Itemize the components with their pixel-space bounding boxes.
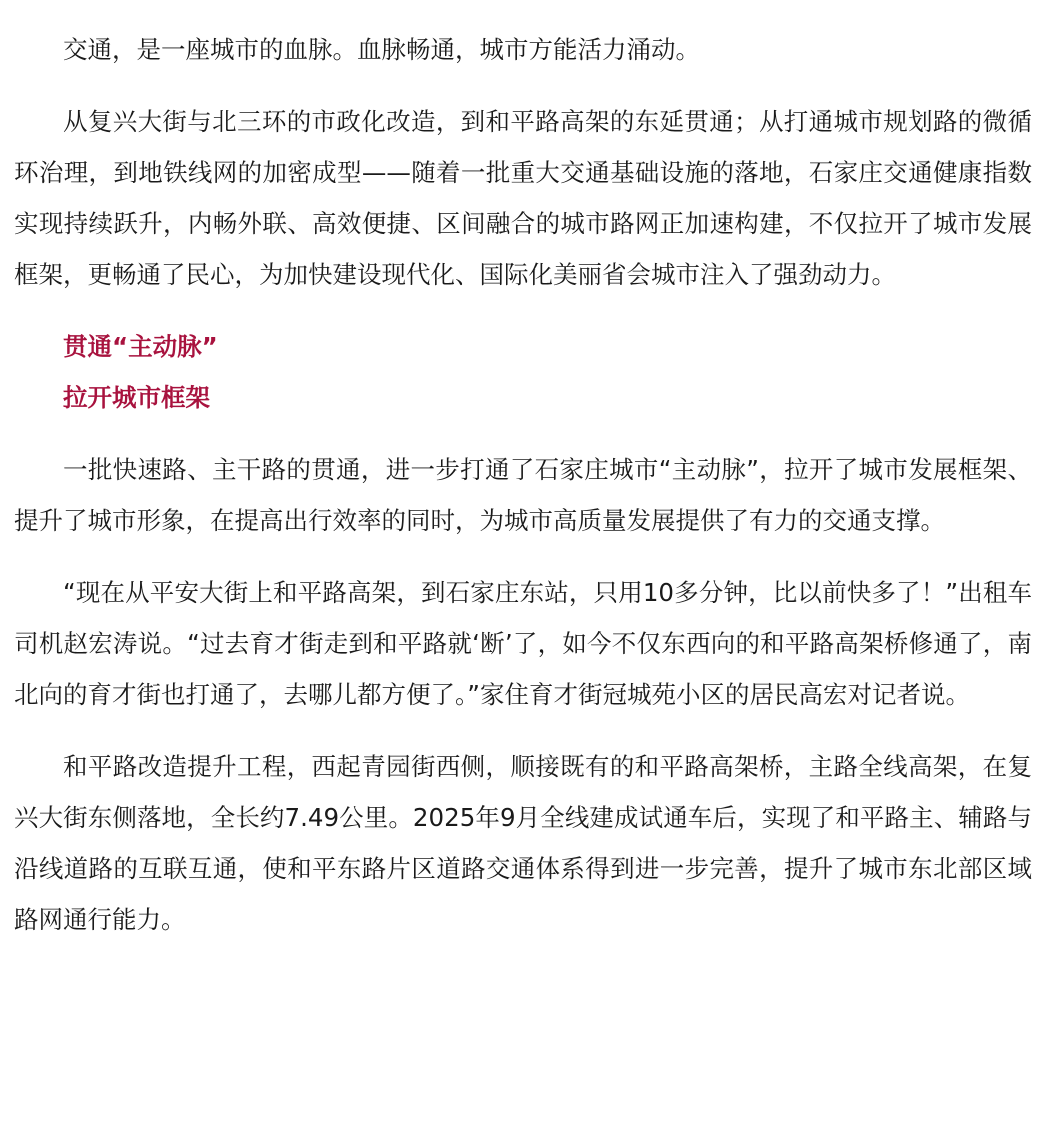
intro-paragraph: 交通，是一座城市的血脉。血脉畅通，城市方能活力涌动。 [63,35,700,64]
article-body [14,24,1032,966]
heping-road-paragraph: 和平路改造提升工程，西起青园街西侧，顺接既有的和平路高架桥，主路全线高架，在复兴大街东侧落地，全长约7.49公里。2025年9月全线建成试通车后，实现了和平路主、辅路与沿线道路的互联互通，使和平东路片区道路交通体系得到进一步完善，提升了城市东北部区域路网通行能力。 [14,752,1032,934]
subheading-line-1: 贯通“主动脉” [63,332,218,361]
artery-paragraph: 一批快速路、主干路的贯通，进一步打通了石家庄城市“主动脉”，拉开了城市发展框架、提升了城市形象，在提高出行效率的同时，为城市高质量发展提供了有力的交通支撑。 [14,455,1032,535]
section-subheading [14,321,1032,423]
overview-paragraph: 从复兴大街与北三环的市政化改造，到和平路高架的东延贯通；从打通城市规划路的微循环治理，到地铁线网的加密成型——随着一批重大交通基础设施的落地，石家庄交通健康指数实现持续跃升，内畅外联、高效便捷、区间融合的城市路网正加速构建，不仅拉开了城市发展框架，更畅通了民心，为加快建设现代化、国际化美丽省会城市注入了强劲动力。 [14,107,1032,289]
subheading-line-2: 拉开城市框架 [63,383,210,412]
quote-paragraph: “现在从平安大街上和平路高架，到石家庄东站，只用10多分钟，比以前快多了！”出租车司机赵宏涛说。“过去育才街走到和平路就‘断’了，如今不仅东西向的和平路高架桥修通了，南北向的育才街也打通了，去哪儿都方便了。”家住育才街冠城苑小区的居民高宏对记者说。 [14,578,1032,709]
